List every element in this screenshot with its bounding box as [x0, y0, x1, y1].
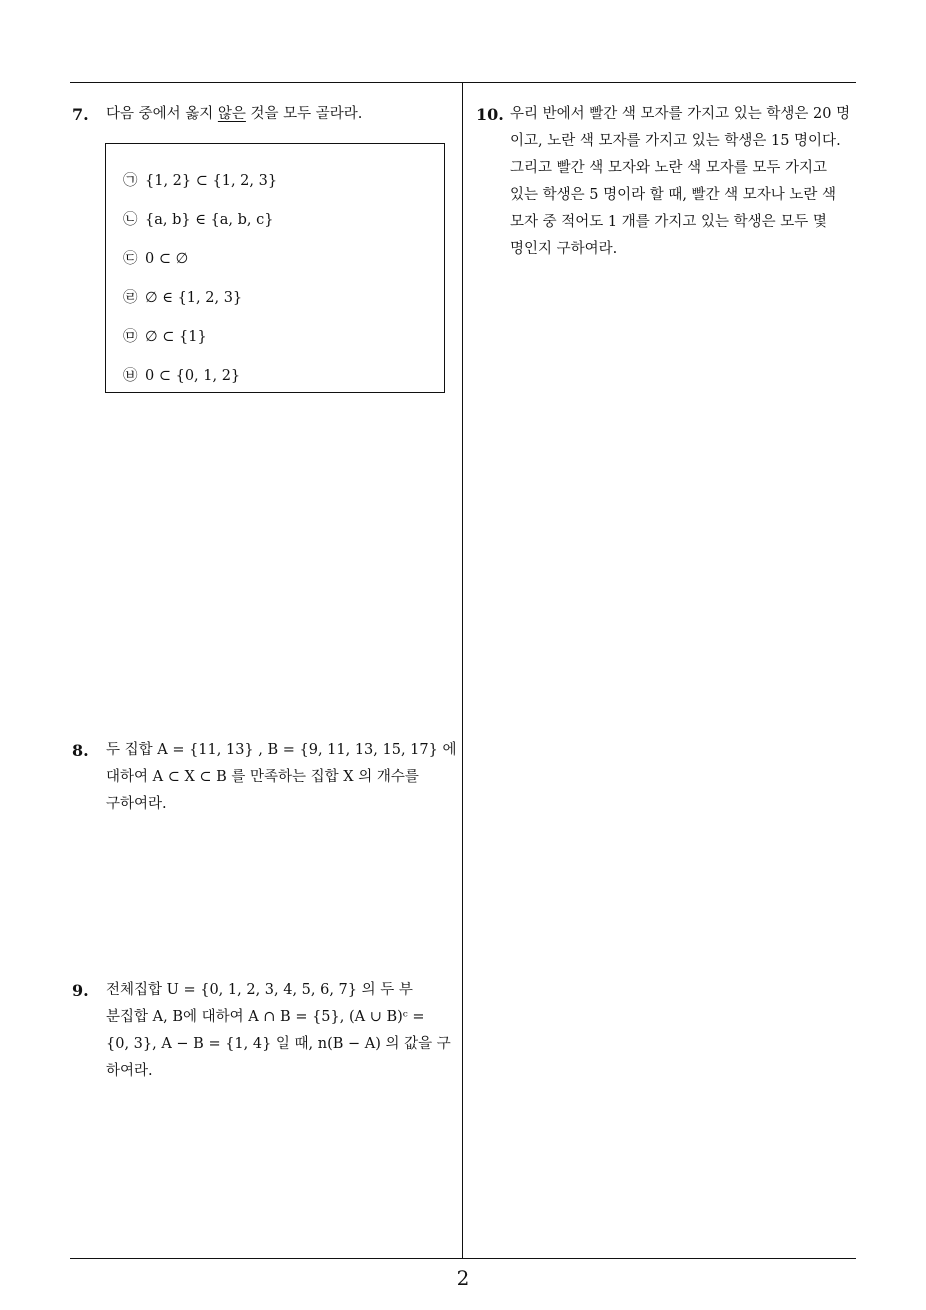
text-line: 있는 학생은 5 명이라 할 때, 빨간 색 모자나 노란 색: [510, 187, 837, 203]
choice-2: [123, 208, 273, 229]
problem-number: 10.: [476, 105, 504, 124]
underlined-word: 않은: [217, 106, 246, 122]
choice-mark: ㉣: [123, 290, 138, 306]
bottom-rule: [70, 1258, 856, 1259]
choice-4: [123, 286, 242, 307]
choice-mark: ㉥: [123, 368, 138, 384]
problem-number: 8.: [72, 741, 89, 760]
text-line: 분집합 A, B에 대하여 A ∩ B = {5}, (A ∪ B)ᶜ =: [106, 1009, 425, 1025]
text-line: 명인지 구하여라.: [510, 241, 618, 257]
choice-5: [123, 325, 207, 346]
choice-mark: ㉢: [123, 251, 138, 267]
text-line: 대하여 A ⊂ X ⊂ B 를 만족하는 집합 X 의 개수를: [106, 769, 419, 785]
choice-expression: 0 ⊂ {0, 1, 2}: [145, 368, 241, 384]
choice-expression: 0 ⊂ ∅: [145, 251, 189, 267]
text-line: 우리 반에서 빨간 색 모자를 가지고 있는 학생은 20 명: [510, 106, 851, 122]
choice-6: [123, 364, 240, 385]
choice-box: [105, 143, 445, 393]
text-line: 그리고 빨간 색 모자와 노란 색 모자를 모두 가지고: [510, 160, 828, 176]
choice-expression: {1, 2} ⊂ {1, 2, 3}: [145, 173, 278, 189]
top-rule: [70, 82, 856, 83]
problem-number: 7.: [72, 105, 89, 124]
problem-text: [106, 977, 456, 1085]
page-number: 2: [456, 1266, 470, 1290]
text-line: 하여라.: [106, 1063, 153, 1079]
text-line: 모자 중 적어도 1 개를 가지고 있는 학생은 모두 몇: [510, 214, 827, 230]
choice-mark: ㉤: [123, 329, 138, 345]
choice-3: [123, 247, 188, 268]
choice-expression: ∅ ∈ {1, 2, 3}: [145, 290, 243, 306]
text-line: 구하여라.: [106, 796, 167, 812]
problem-text: [106, 101, 362, 128]
choice-1: [123, 169, 277, 190]
choice-mark: ㉠: [123, 173, 138, 189]
text-after: 것을 모두 골라라.: [245, 106, 363, 122]
choice-expression: ∅ ⊂ {1}: [145, 329, 207, 345]
text-line: 이고, 노란 색 모자를 가지고 있는 학생은 15 명이다.: [510, 133, 841, 149]
problem-text: [106, 737, 456, 818]
problem-number: 9.: [72, 981, 89, 1000]
problem-text: [510, 101, 860, 263]
text-before: 다음 중에서 옳지: [106, 106, 218, 122]
text-line: {0, 3}, A − B = {1, 4} 일 때, n(B − A) 의 값을 구: [106, 1036, 451, 1052]
choice-mark: ㉡: [123, 212, 138, 228]
text-line: 전체집합 U = {0, 1, 2, 3, 4, 5, 6, 7} 의 두 부: [106, 982, 413, 998]
text-line: 두 집합 A = {11, 13} , B = {9, 11, 13, 15, 17} 에: [106, 742, 457, 758]
column-divider: [462, 82, 463, 1258]
choice-expression: {a, b} ∈ {a, b, c}: [145, 212, 274, 228]
